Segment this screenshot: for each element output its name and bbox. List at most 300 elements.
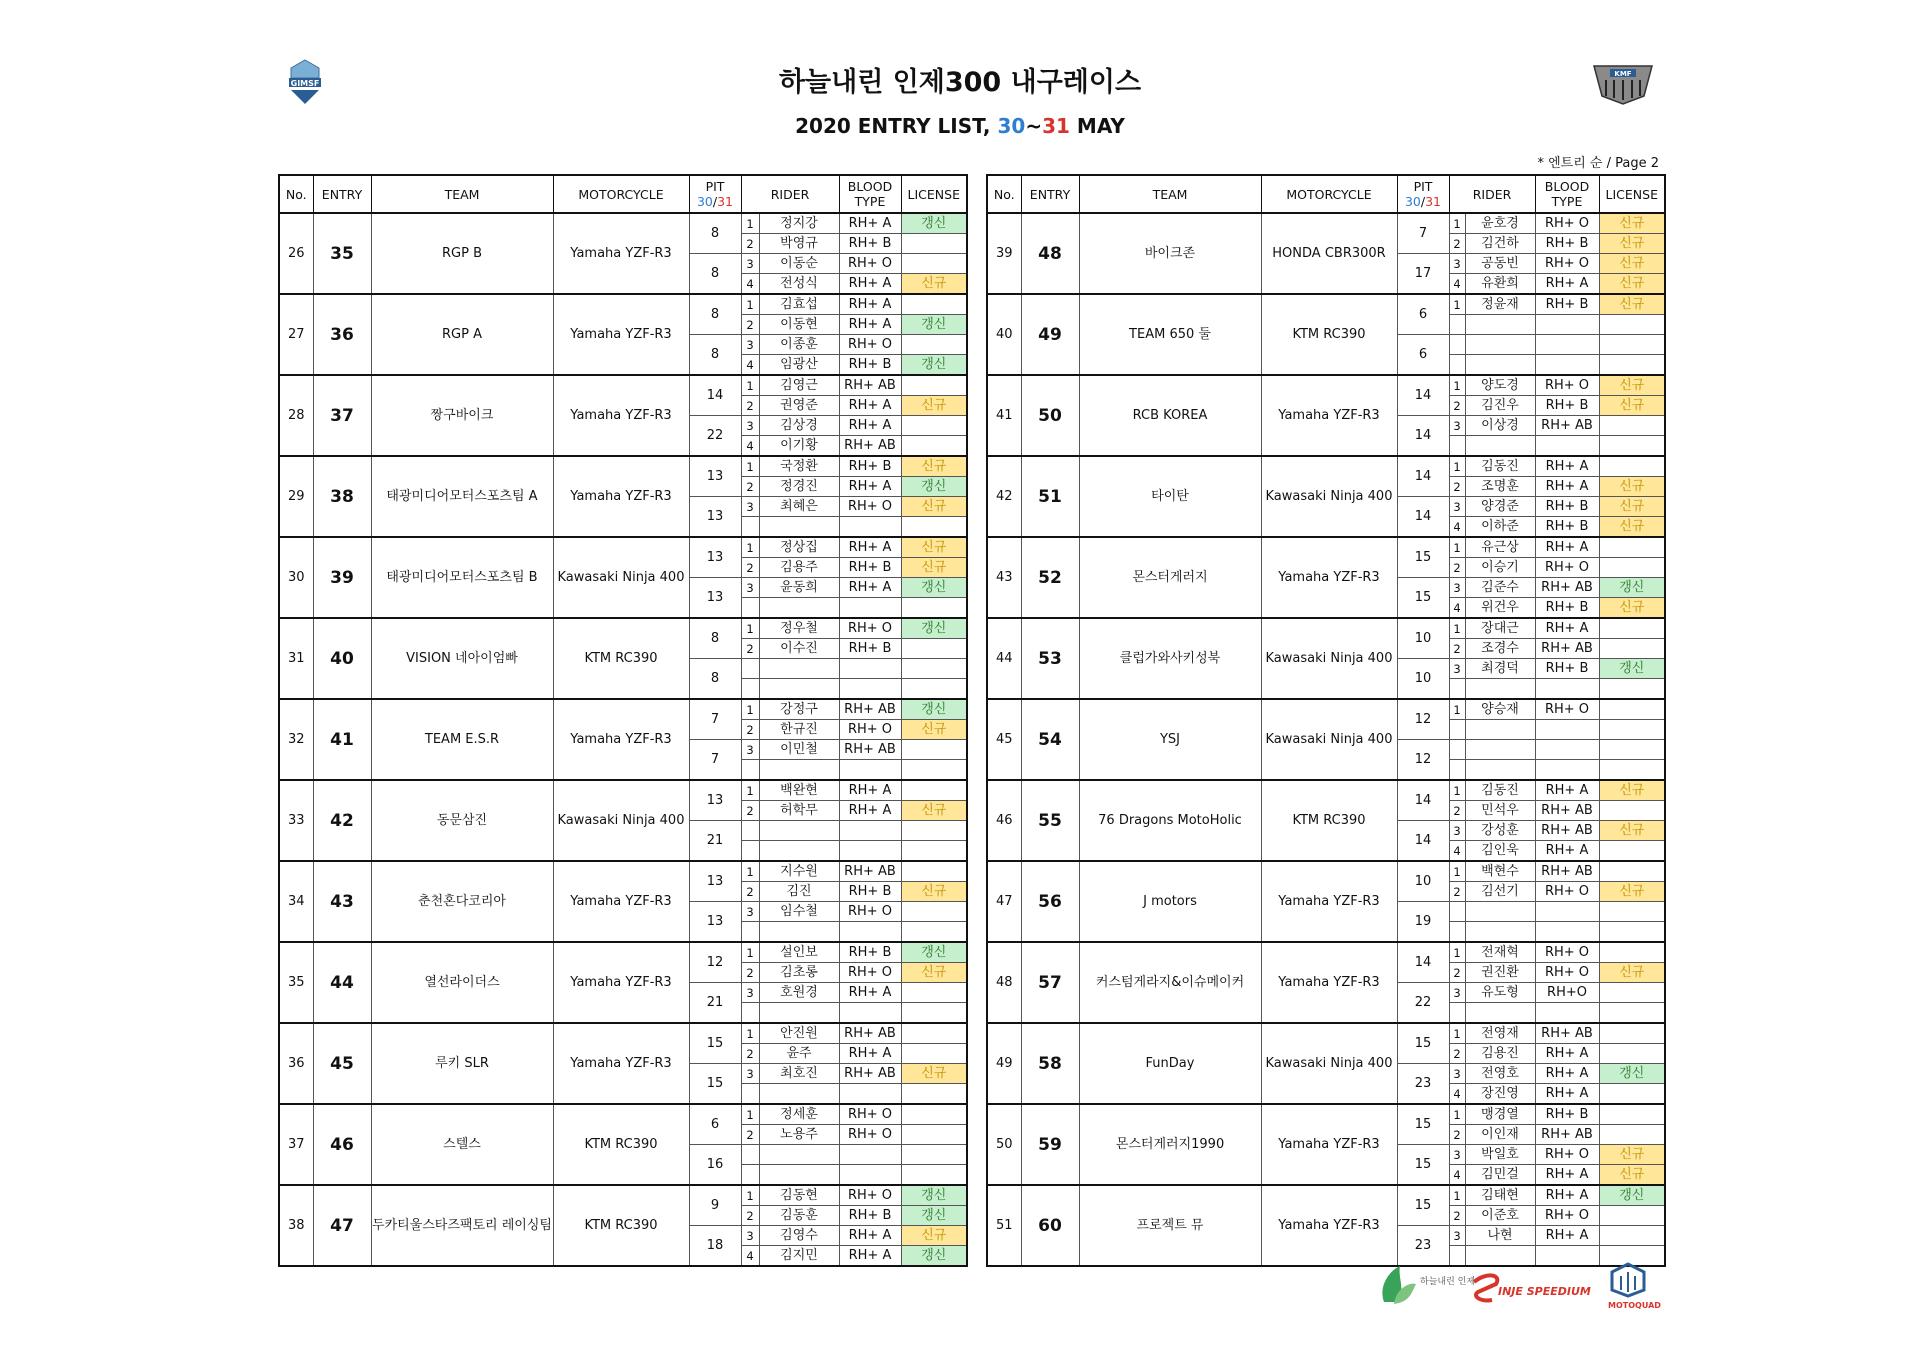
blood-type: RH+ AB bbox=[1535, 821, 1599, 841]
license-status: 갱신 bbox=[901, 578, 967, 598]
row-no: 48 bbox=[987, 942, 1021, 1023]
rider-name bbox=[759, 679, 839, 700]
rider-name: 윤동희 bbox=[759, 578, 839, 598]
rider-index: 4 bbox=[741, 355, 759, 376]
blood-type bbox=[839, 841, 901, 862]
pit-number: 9 bbox=[689, 1185, 741, 1226]
license-status bbox=[901, 679, 967, 700]
rider-name bbox=[1465, 740, 1535, 760]
blood-type: RH+ O bbox=[839, 902, 901, 922]
rider-index: 2 bbox=[1449, 963, 1465, 983]
license-status: 신규 bbox=[901, 396, 967, 416]
pit-number: 21 bbox=[689, 821, 741, 862]
license-status: 신규 bbox=[901, 1226, 967, 1246]
blood-type: RH+ AB bbox=[1535, 1023, 1599, 1044]
blood-type bbox=[839, 1003, 901, 1024]
blood-type: RH+ AB bbox=[839, 699, 901, 720]
blood-type: RH+ B bbox=[1535, 1104, 1599, 1125]
pit-number: 21 bbox=[689, 983, 741, 1024]
license-status bbox=[901, 841, 967, 862]
rider-name: 유근상 bbox=[1465, 537, 1535, 558]
blood-type: RH+ A bbox=[1535, 1226, 1599, 1246]
rider-index bbox=[741, 517, 759, 538]
rider-index: 3 bbox=[1449, 416, 1465, 436]
rider-name bbox=[759, 1145, 839, 1165]
entry-number: 58 bbox=[1021, 1023, 1079, 1104]
rider-name bbox=[1465, 315, 1535, 335]
entry-number: 48 bbox=[1021, 213, 1079, 294]
license-status bbox=[1599, 456, 1665, 477]
blood-type: RH+ O bbox=[1535, 942, 1599, 963]
license-status bbox=[1599, 1125, 1665, 1145]
rider-name: 조경수 bbox=[1465, 639, 1535, 659]
entry-number: 35 bbox=[313, 213, 371, 294]
license-status: 신규 bbox=[1599, 1145, 1665, 1165]
blood-type: RH+ AB bbox=[839, 740, 901, 760]
license-status: 신규 bbox=[1599, 1165, 1665, 1186]
table-row bbox=[987, 1185, 1665, 1206]
rider-index: 1 bbox=[741, 1104, 759, 1125]
rider-index: 3 bbox=[1449, 1145, 1465, 1165]
rider-name: 이상경 bbox=[1465, 416, 1535, 436]
rider-name: 전영재 bbox=[1465, 1023, 1535, 1044]
pit-number: 15 bbox=[689, 1064, 741, 1105]
blood-type: RH+ AB bbox=[1535, 639, 1599, 659]
license-status: 신규 bbox=[901, 497, 967, 517]
row-no: 29 bbox=[279, 456, 313, 537]
license-status: 신규 bbox=[901, 801, 967, 821]
license-status: 갱신 bbox=[901, 942, 967, 963]
header-license: LICENSE bbox=[1599, 175, 1665, 213]
license-status bbox=[901, 1145, 967, 1165]
rider-index: 2 bbox=[1449, 639, 1465, 659]
motorcycle-model: Kawasaki Ninja 400 bbox=[553, 537, 689, 618]
pit-number: 23 bbox=[1397, 1226, 1449, 1267]
blood-type: RH+ O bbox=[839, 720, 901, 740]
license-status bbox=[901, 1044, 967, 1064]
rider-index: 3 bbox=[741, 740, 759, 760]
rider-name: 김진우 bbox=[1465, 396, 1535, 416]
rider-name: 노용주 bbox=[759, 1125, 839, 1145]
license-status: 신규 bbox=[1599, 963, 1665, 983]
rider-index: 1 bbox=[1449, 456, 1465, 477]
entry-number: 59 bbox=[1021, 1104, 1079, 1185]
blood-type: RH+ B bbox=[1535, 517, 1599, 538]
header-license: LICENSE bbox=[901, 175, 967, 213]
rider-index bbox=[741, 1084, 759, 1105]
row-no: 36 bbox=[279, 1023, 313, 1104]
pit-number: 13 bbox=[689, 902, 741, 943]
rider-index: 2 bbox=[741, 315, 759, 335]
blood-type bbox=[839, 517, 901, 538]
pit-number: 13 bbox=[689, 861, 741, 902]
rider-name: 유환희 bbox=[1465, 274, 1535, 295]
rider-name: 허학무 bbox=[759, 801, 839, 821]
rider-name: 안진원 bbox=[759, 1023, 839, 1044]
blood-type: RH+ A bbox=[839, 801, 901, 821]
rider-index: 3 bbox=[1449, 821, 1465, 841]
blood-type: RH+ A bbox=[1535, 618, 1599, 639]
license-status bbox=[1599, 942, 1665, 963]
rider-name bbox=[759, 598, 839, 619]
entry-number: 57 bbox=[1021, 942, 1079, 1023]
header-pit-day2: 31 bbox=[717, 194, 734, 209]
blood-type: RH+ B bbox=[839, 234, 901, 254]
row-no: 45 bbox=[987, 699, 1021, 780]
rider-name: 김태현 bbox=[1465, 1185, 1535, 1206]
rider-index bbox=[741, 760, 759, 781]
rider-name bbox=[1465, 679, 1535, 700]
header-pit-day2: 31 bbox=[1425, 194, 1442, 209]
blood-type: RH+ B bbox=[839, 882, 901, 902]
subtitle-suffix: MAY bbox=[1069, 114, 1125, 138]
blood-type bbox=[1535, 335, 1599, 355]
rider-index: 2 bbox=[1449, 396, 1465, 416]
rider-name: 공동빈 bbox=[1465, 254, 1535, 274]
table-body-left bbox=[279, 213, 967, 1266]
license-status bbox=[1599, 537, 1665, 558]
rider-name: 정윤재 bbox=[1465, 294, 1535, 315]
license-status bbox=[901, 780, 967, 801]
subtitle-day1: 30 bbox=[997, 114, 1026, 138]
rider-name: 박영규 bbox=[759, 234, 839, 254]
rider-index: 2 bbox=[741, 801, 759, 821]
rider-name: 장진영 bbox=[1465, 1084, 1535, 1105]
rider-name: 정경진 bbox=[759, 477, 839, 497]
motoquad-logo-text: MOTOQUAD bbox=[1608, 1301, 1661, 1310]
header-rider: RIDER bbox=[1449, 175, 1535, 213]
rider-name: 김용주 bbox=[759, 558, 839, 578]
motorcycle-model: KTM RC390 bbox=[553, 1104, 689, 1185]
blood-type bbox=[839, 679, 901, 700]
rider-index: 1 bbox=[741, 699, 759, 720]
blood-type: RH+ B bbox=[1535, 294, 1599, 315]
team-name: VISION 네아이엄빠 bbox=[371, 618, 553, 699]
rider-name: 이승기 bbox=[1465, 558, 1535, 578]
rider-index: 4 bbox=[1449, 517, 1465, 538]
row-no: 26 bbox=[279, 213, 313, 294]
license-status: 신규 bbox=[1599, 780, 1665, 801]
license-status bbox=[901, 760, 967, 781]
team-name: RGP A bbox=[371, 294, 553, 375]
license-status bbox=[901, 598, 967, 619]
team-name: 춘천혼다코리아 bbox=[371, 861, 553, 942]
motorcycle-model: Yamaha YZF-R3 bbox=[1261, 375, 1397, 456]
rider-name: 정우철 bbox=[759, 618, 839, 639]
pit-number: 10 bbox=[1397, 659, 1449, 700]
blood-type bbox=[839, 1145, 901, 1165]
pit-number: 13 bbox=[689, 497, 741, 538]
blood-type: RH+ O bbox=[839, 1185, 901, 1206]
entry-number: 45 bbox=[313, 1023, 371, 1104]
pit-number: 10 bbox=[1397, 861, 1449, 902]
license-status bbox=[1599, 720, 1665, 740]
team-name: 커스텀게라지&이슈메이커 bbox=[1079, 942, 1261, 1023]
table-header-right bbox=[987, 175, 1665, 213]
blood-type bbox=[839, 760, 901, 781]
rider-index: 2 bbox=[741, 558, 759, 578]
header-pit-day1: 30 bbox=[696, 194, 713, 209]
pit-number: 12 bbox=[1397, 699, 1449, 740]
rider-name bbox=[759, 922, 839, 943]
rider-index: 3 bbox=[1449, 1064, 1465, 1084]
rider-name: 김영수 bbox=[759, 1226, 839, 1246]
license-status: 갱신 bbox=[901, 213, 967, 234]
table-row bbox=[987, 942, 1665, 963]
rider-name bbox=[759, 841, 839, 862]
rider-name: 김건하 bbox=[1465, 234, 1535, 254]
rider-index: 4 bbox=[1449, 598, 1465, 619]
rider-index: 3 bbox=[1449, 983, 1465, 1003]
rider-index bbox=[1449, 902, 1465, 922]
license-status bbox=[1599, 618, 1665, 639]
pit-number: 14 bbox=[1397, 375, 1449, 416]
row-no: 42 bbox=[987, 456, 1021, 537]
rider-index bbox=[741, 659, 759, 679]
row-no: 31 bbox=[279, 618, 313, 699]
license-status bbox=[901, 1104, 967, 1125]
blood-type: RH+ AB bbox=[1535, 578, 1599, 598]
motorcycle-model: Yamaha YZF-R3 bbox=[553, 699, 689, 780]
rider-name bbox=[759, 821, 839, 841]
header-entry: ENTRY bbox=[1021, 175, 1079, 213]
rider-name: 위건우 bbox=[1465, 598, 1535, 619]
rider-name: 조명훈 bbox=[1465, 477, 1535, 497]
pit-number: 15 bbox=[1397, 578, 1449, 619]
rider-index: 2 bbox=[1449, 558, 1465, 578]
rider-index bbox=[741, 1165, 759, 1186]
license-status bbox=[901, 254, 967, 274]
header-blood-2: TYPE bbox=[854, 194, 886, 209]
license-status bbox=[901, 922, 967, 943]
license-status bbox=[901, 740, 967, 760]
team-name: 루키 SLR bbox=[371, 1023, 553, 1104]
rider-index: 3 bbox=[1449, 659, 1465, 679]
table-row bbox=[279, 213, 967, 234]
pit-number: 12 bbox=[689, 942, 741, 983]
rider-index: 1 bbox=[741, 861, 759, 882]
rider-index: 1 bbox=[741, 213, 759, 234]
team-name: 동문삼진 bbox=[371, 780, 553, 861]
license-status bbox=[901, 659, 967, 679]
pit-number: 6 bbox=[1397, 294, 1449, 335]
header-motorcycle: MOTORCYCLE bbox=[553, 175, 689, 213]
blood-type: RH+O bbox=[1535, 983, 1599, 1003]
rider-index: 3 bbox=[741, 416, 759, 436]
motorcycle-model: Yamaha YZF-R3 bbox=[1261, 861, 1397, 942]
header-blood bbox=[1535, 175, 1599, 213]
rider-index bbox=[741, 821, 759, 841]
row-no: 49 bbox=[987, 1023, 1021, 1104]
pit-number: 14 bbox=[689, 375, 741, 416]
rider-name bbox=[1465, 355, 1535, 376]
entry-number: 43 bbox=[313, 861, 371, 942]
rider-index bbox=[1449, 740, 1465, 760]
rider-name: 유도형 bbox=[1465, 983, 1535, 1003]
rider-name bbox=[1465, 1003, 1535, 1024]
blood-type: RH+ AB bbox=[839, 861, 901, 882]
row-no: 43 bbox=[987, 537, 1021, 618]
rider-name: 이준호 bbox=[1465, 1206, 1535, 1226]
license-status: 갱신 bbox=[1599, 659, 1665, 679]
rider-name: 김지민 bbox=[759, 1246, 839, 1267]
rider-name: 박일호 bbox=[1465, 1145, 1535, 1165]
entry-number: 52 bbox=[1021, 537, 1079, 618]
motorcycle-model: Yamaha YZF-R3 bbox=[553, 1023, 689, 1104]
rider-name: 김동진 bbox=[1465, 456, 1535, 477]
rider-index: 3 bbox=[741, 578, 759, 598]
blood-type: RH+ A bbox=[1535, 1185, 1599, 1206]
rider-index: 2 bbox=[1449, 882, 1465, 902]
license-status: 신규 bbox=[901, 456, 967, 477]
rider-name: 양승재 bbox=[1465, 699, 1535, 720]
blood-type bbox=[839, 1165, 901, 1186]
pit-number: 8 bbox=[689, 213, 741, 254]
rider-name bbox=[759, 1165, 839, 1186]
rider-name: 김준수 bbox=[1465, 578, 1535, 598]
license-status: 신규 bbox=[1599, 396, 1665, 416]
license-status bbox=[901, 436, 967, 457]
header-motorcycle: MOTORCYCLE bbox=[1261, 175, 1397, 213]
entry-number: 38 bbox=[313, 456, 371, 537]
rider-name: 이하준 bbox=[1465, 517, 1535, 538]
motorcycle-model: Yamaha YZF-R3 bbox=[553, 375, 689, 456]
row-no: 46 bbox=[987, 780, 1021, 861]
rider-index bbox=[1449, 436, 1465, 457]
license-status: 신규 bbox=[1599, 213, 1665, 234]
rider-name: 이수진 bbox=[759, 639, 839, 659]
team-name: 스텔스 bbox=[371, 1104, 553, 1185]
rider-index: 2 bbox=[741, 639, 759, 659]
pit-number: 13 bbox=[689, 578, 741, 619]
pit-number: 23 bbox=[1397, 1064, 1449, 1105]
rider-name bbox=[759, 1003, 839, 1024]
table-body-right bbox=[987, 213, 1665, 1266]
rider-index: 2 bbox=[1449, 1206, 1465, 1226]
license-status bbox=[1599, 315, 1665, 335]
team-name: RCB KOREA bbox=[1079, 375, 1261, 456]
rider-name: 김동현 bbox=[759, 1185, 839, 1206]
pit-number: 14 bbox=[1397, 821, 1449, 862]
license-status bbox=[901, 234, 967, 254]
license-status: 신규 bbox=[1599, 821, 1665, 841]
license-status: 신규 bbox=[1599, 497, 1665, 517]
rider-index bbox=[1449, 760, 1465, 781]
license-status bbox=[1599, 335, 1665, 355]
rider-name: 최혜은 bbox=[759, 497, 839, 517]
table-row bbox=[987, 1104, 1665, 1125]
blood-type: RH+ O bbox=[839, 497, 901, 517]
blood-type: RH+ A bbox=[839, 578, 901, 598]
blood-type: RH+ O bbox=[1535, 882, 1599, 902]
team-name: 타이탄 bbox=[1079, 456, 1261, 537]
license-status: 갱신 bbox=[901, 699, 967, 720]
pit-number: 6 bbox=[689, 1104, 741, 1145]
blood-type: RH+ B bbox=[839, 1206, 901, 1226]
license-status bbox=[1599, 436, 1665, 457]
table-row bbox=[279, 861, 967, 882]
license-status: 신규 bbox=[1599, 882, 1665, 902]
pit-number: 14 bbox=[1397, 497, 1449, 538]
license-status bbox=[901, 821, 967, 841]
license-status bbox=[1599, 1084, 1665, 1105]
license-status bbox=[901, 639, 967, 659]
row-no: 27 bbox=[279, 294, 313, 375]
license-status bbox=[1599, 639, 1665, 659]
pit-number: 12 bbox=[1397, 740, 1449, 781]
rider-name: 임광산 bbox=[759, 355, 839, 376]
blood-type bbox=[1535, 902, 1599, 922]
blood-type: RH+ A bbox=[839, 477, 901, 497]
rider-index: 2 bbox=[741, 396, 759, 416]
row-no: 37 bbox=[279, 1104, 313, 1185]
header-team: TEAM bbox=[1079, 175, 1261, 213]
entry-number: 36 bbox=[313, 294, 371, 375]
blood-type: RH+ A bbox=[839, 294, 901, 315]
team-name: J motors bbox=[1079, 861, 1261, 942]
motorcycle-model: Yamaha YZF-R3 bbox=[553, 861, 689, 942]
motorcycle-model: Kawasaki Ninja 400 bbox=[1261, 1023, 1397, 1104]
pit-number: 13 bbox=[689, 780, 741, 821]
pit-number: 22 bbox=[689, 416, 741, 457]
rider-index: 2 bbox=[1449, 1044, 1465, 1064]
blood-type: RH+ B bbox=[1535, 659, 1599, 679]
pit-number: 8 bbox=[689, 254, 741, 295]
rider-index: 1 bbox=[1449, 213, 1465, 234]
blood-type: RH+ A bbox=[1535, 274, 1599, 295]
rider-name bbox=[1465, 902, 1535, 922]
license-status bbox=[1599, 1226, 1665, 1246]
row-no: 33 bbox=[279, 780, 313, 861]
rider-index bbox=[1449, 1003, 1465, 1024]
header-rider: RIDER bbox=[741, 175, 839, 213]
rider-index: 1 bbox=[741, 1023, 759, 1044]
license-status bbox=[1599, 801, 1665, 821]
rider-index: 2 bbox=[1449, 234, 1465, 254]
rider-index: 4 bbox=[741, 274, 759, 295]
blood-type: RH+ O bbox=[1535, 213, 1599, 234]
license-status bbox=[901, 902, 967, 922]
blood-type bbox=[1535, 922, 1599, 943]
pit-number: 13 bbox=[689, 456, 741, 497]
header-pit-label: PIT bbox=[1413, 179, 1433, 194]
blood-type: RH+ A bbox=[839, 416, 901, 436]
page-note: * 엔트리 순 / Page 2 bbox=[1537, 156, 1659, 171]
blood-type: RH+ A bbox=[1535, 1165, 1599, 1186]
table-row bbox=[279, 1023, 967, 1044]
rider-name: 강정구 bbox=[759, 699, 839, 720]
blood-type: RH+ O bbox=[839, 1125, 901, 1145]
blood-type: RH+ AB bbox=[1535, 1125, 1599, 1145]
blood-type: RH+ O bbox=[1535, 699, 1599, 720]
pit-number: 16 bbox=[689, 1145, 741, 1186]
license-status bbox=[901, 1084, 967, 1105]
rider-name: 호원경 bbox=[759, 983, 839, 1003]
rider-name bbox=[759, 760, 839, 781]
blood-type: RH+ O bbox=[1535, 254, 1599, 274]
license-status bbox=[901, 294, 967, 315]
rider-index bbox=[1449, 315, 1465, 335]
license-status: 갱신 bbox=[901, 1246, 967, 1267]
license-status: 신규 bbox=[901, 963, 967, 983]
rider-index bbox=[1449, 335, 1465, 355]
blood-type: RH+ O bbox=[839, 335, 901, 355]
rider-index: 3 bbox=[1449, 578, 1465, 598]
rider-index: 2 bbox=[741, 882, 759, 902]
header-blood-1: BLOOD bbox=[847, 179, 893, 194]
motorcycle-model: KTM RC390 bbox=[553, 618, 689, 699]
rider-index: 1 bbox=[741, 618, 759, 639]
